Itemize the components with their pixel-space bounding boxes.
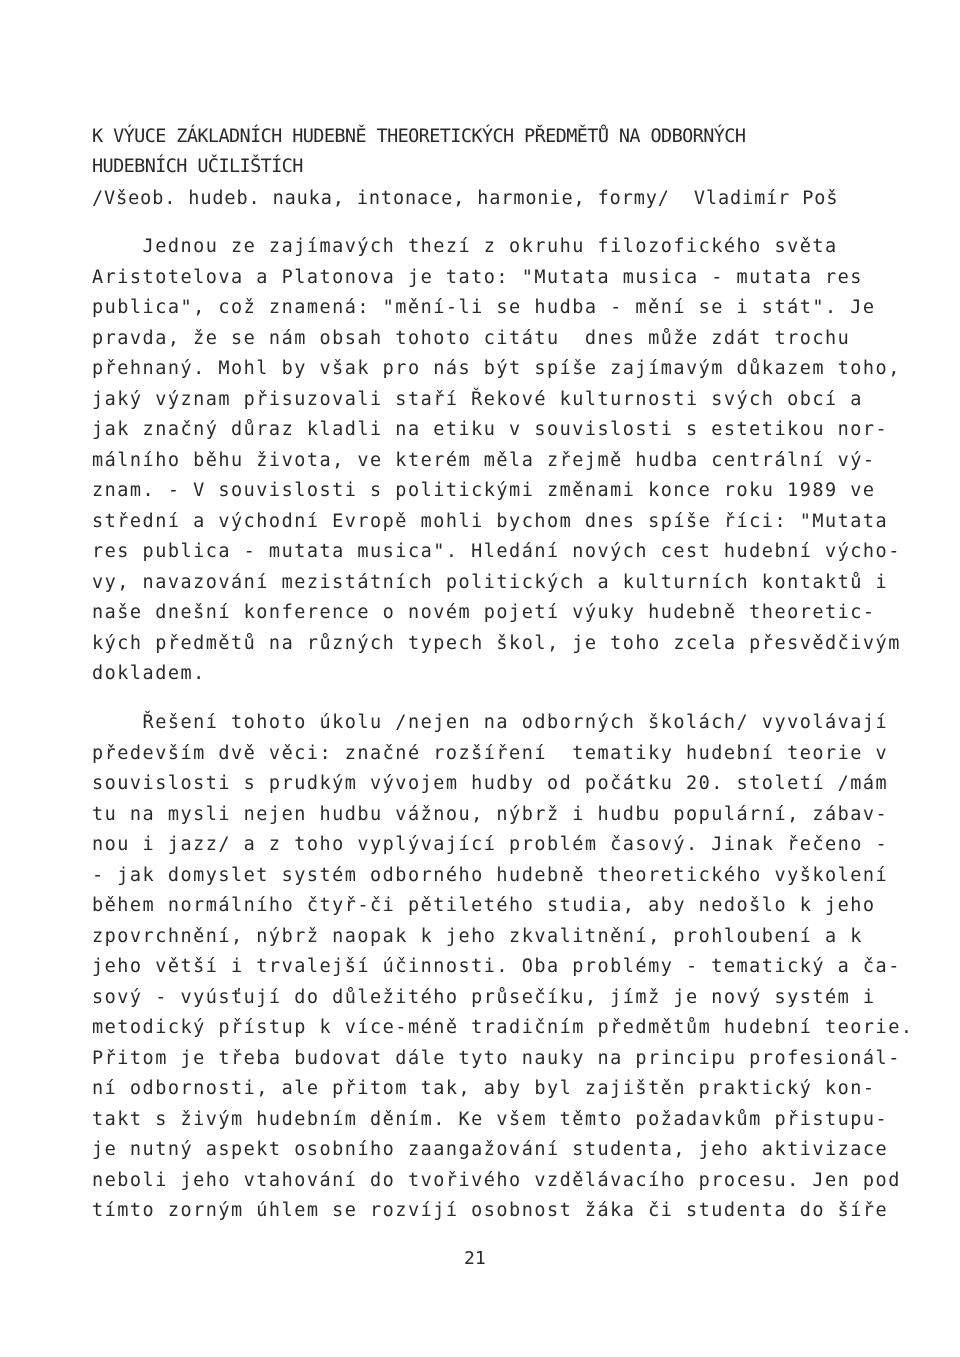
paragraph-line: jaký význam přisuzovali staří Řekové kulturnosti svých obcí a	[92, 388, 863, 410]
paragraph-line: Přitom je třeba budovat dále tyto nauky na principu profesionál-	[92, 1047, 901, 1069]
paragraph-line: kých předmětů na různých typech škol, je toho zcela přesvědčivým	[92, 632, 901, 654]
paragraph-line: především dvě věci: značné rozšíření tematiky hudební teorie v	[92, 742, 889, 764]
paragraph-line: dokladem.	[92, 663, 206, 684]
paragraph-line: tu na mysli nejen hudbu vážnou, nýbrž i hudbu populární, zábav-	[92, 803, 889, 825]
paragraph-line: jak značný důraz kladli na etiku v souvislosti s estetikou nor-	[92, 419, 889, 440]
paragraph-line: - jak domyslet systém odborného hudebně theoretického vyškolení	[92, 864, 889, 886]
paragraph-line: Aristotelova a Platonova je tato: "Mutata musica - mutata res	[92, 266, 863, 288]
paragraph-line: znam. - V souvislosti s politickými změnami konce roku 1989 ve	[92, 480, 876, 501]
article-title-line-1: K VÝUCE ZÁKLADNÍCH HUDEBNĚ THEORETICKÝCH PŘEDMĚTŮ NA ODBORNÝCH	[92, 126, 746, 147]
paragraph-line: přehnaný. Mohl by však pro nás být spíše zajímavým důkazem toho,	[92, 358, 901, 379]
paragraph-line: jeho větší i trvalejší účinnosti. Oba problémy - tematický a ča-	[92, 956, 901, 977]
paragraph-line: naše dnešní konference o novém pojetí výuky hudebně theoretic-	[92, 602, 876, 623]
paragraph-line: sový - vyúsťují do důležitého průsečíku, jímž je nový systém i	[92, 986, 876, 1008]
paragraph-line: nou i jazz/ a z toho vyplývající problém časový. Jinak řečeno -	[92, 834, 889, 855]
paragraph-line: je nutný aspekt osobního zaangažování studenta, jeho aktivizace	[92, 1139, 889, 1160]
paragraph-2	[92, 708, 914, 1227]
paragraph-line: neboli jeho vtahování do tvořivého vzdělávacího procesu. Jen pod	[92, 1169, 901, 1191]
paragraph-line: tímto zorným úhlem se rozvíjí osobnost žáka či studenta do šíře	[92, 1200, 889, 1221]
paragraph-line: souvislosti s prudkým vývojem hudby od počátku 20. století /mám	[92, 773, 889, 794]
paragraph-line: Řešení tohoto úkolu /nejen na odborných školách/ vyvolávají	[92, 712, 889, 733]
article-title	[92, 122, 872, 182]
paragraph-line: málního běhu života, ve kterém měla zřejmě hudba centrální vý-	[92, 449, 876, 471]
article-title-line-2: HUDEBNÍCH UČILIŠTÍCH	[92, 156, 303, 177]
paragraph-line: publica", což znamená: "mění-li se hudba - mění se i stát". Je	[92, 297, 876, 318]
paragraph-line: ní odbornosti, ale přitom tak, aby byl zajištěn praktický kon-	[92, 1078, 876, 1099]
paragraph-line: Jednou ze zajímavých thezí z okruhu filozofického světa	[92, 236, 838, 257]
paragraph-line: střední a východní Evropě mohli bychom dnes spíše říci: "Mutata	[92, 510, 889, 532]
paragraph-line: res publica - mutata musica". Hledání nových cest hudební výcho-	[92, 541, 901, 562]
paragraph-line: metodický přístup k více-méně tradičním předmětům hudební teorie.	[92, 1017, 914, 1038]
paragraph-line: během normálního čtyř-či pětiletého studia, aby nedošlo k jeho	[92, 895, 876, 916]
page-number: 21	[464, 1248, 486, 1269]
paragraph-line: vy, navazování mezistátních politických a kulturních kontaktů i	[92, 571, 889, 593]
paragraph-line: zpovrchnění, nýbrž naopak k jeho zkvalitnění, prohloubení a k	[92, 925, 863, 947]
paragraph-line: takt s živým hudebním děním. Ke všem těmto požadavkům přistupu-	[92, 1108, 889, 1130]
paragraph-1	[92, 232, 901, 690]
paragraph-line: pravda, že se nám obsah tohoto citátu dnes může zdát trochu	[92, 327, 851, 349]
article-subtitle-author: /Všeob. hudeb. nauka, intonace, harmonie, formy/ Vladimír Poš	[92, 188, 839, 209]
